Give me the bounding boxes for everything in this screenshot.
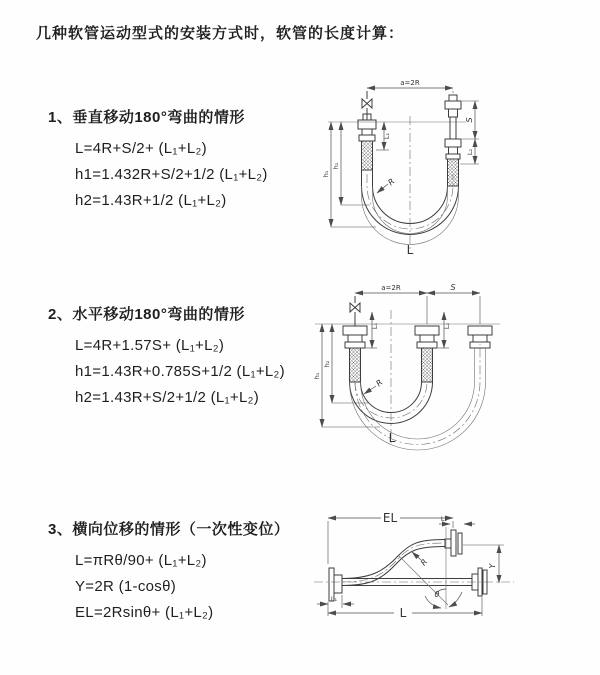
dim-label-l1: L₁ — [371, 322, 379, 330]
page-title: 几种软管运动型式的安装方式时，软管的长度计算： — [36, 25, 405, 42]
dim-label-h2: h₂ — [332, 162, 340, 170]
dim-label-h1: h₁ — [313, 372, 321, 380]
dim-a2r — [355, 284, 427, 293]
angle-theta — [398, 527, 462, 609]
dim-label-el: EL — [382, 511, 398, 525]
formula-line: EL=2Rsinθ+ (L₁+L₂) — [75, 604, 214, 621]
dim-l2 — [460, 139, 479, 164]
dim-label-h1: h₁ — [322, 170, 330, 178]
dim-s — [427, 283, 480, 324]
dim-l — [328, 597, 482, 620]
dim-label-l1: L₁ — [330, 595, 338, 603]
formula-line: h2=1.43R+S/2+1/2 (L₁+L₂) — [75, 389, 260, 406]
dim-el — [328, 511, 453, 564]
dim-label-l2: L₂ — [466, 148, 474, 156]
dim-label-r: R — [374, 377, 385, 389]
hose-curves — [350, 344, 486, 450]
formula-line: h2=1.43R+1/2 (L₁+L₂) — [75, 192, 227, 209]
flange-upper-right — [445, 530, 462, 556]
formula-line: L=πRθ/90+ (L₁+L₂) — [75, 552, 207, 569]
formula-line: h1=1.432R+S/2+1/2 (L₁+L₂) — [75, 166, 268, 183]
section-heading: 1、垂直移动180°弯曲的情形 — [48, 109, 245, 126]
section-vertical-movement — [48, 106, 268, 214]
dim-label-s: S — [465, 117, 474, 123]
hose-fitting-left — [343, 326, 367, 382]
dim-label-r: R — [418, 557, 430, 568]
section-horizontal-movement — [48, 303, 285, 411]
dim-l1 — [376, 122, 391, 150]
hose-fitting-right — [445, 95, 461, 186]
dim-label-l: L — [388, 431, 396, 445]
diagram-horizontal-180-bend — [308, 282, 600, 454]
section-heading: 3、横向位移的情形（一次性变位） — [48, 521, 290, 538]
dim-s — [462, 101, 479, 139]
dim-label-l2: L₂ — [440, 515, 448, 523]
radius-label — [364, 378, 384, 394]
dim-l2 — [438, 312, 451, 348]
radius-label — [377, 177, 396, 193]
formula-line: L=4R+S/2+ (L₁+L₂) — [75, 140, 207, 157]
dim-label-r: R — [386, 176, 397, 188]
hose-fitting-middle — [415, 326, 439, 382]
formula-line: L=4R+1.57S+ (L₁+L₂) — [75, 337, 225, 354]
dim-label-l1: L₁ — [383, 132, 391, 140]
dim-label-l2: L₂ — [443, 322, 451, 330]
formula-line: h1=1.43R+0.785S+1/2 (L₁+L₂) — [75, 363, 285, 380]
dim-label-a2r: a=2R — [381, 284, 401, 292]
dim-label-l: L — [406, 243, 414, 257]
dim-label-a2r: a=2R — [400, 79, 420, 87]
dim-label-y: Y — [488, 563, 497, 569]
dim-a2r — [367, 79, 453, 93]
diagram-lateral-displacement — [300, 496, 600, 656]
dim-label-s: S — [450, 283, 456, 292]
hose-fitting-left — [358, 114, 376, 170]
dim-label-theta: θ — [434, 590, 440, 599]
dim-label-l: L — [399, 606, 407, 620]
radius-label — [412, 552, 429, 567]
hose-straight — [314, 579, 514, 586]
section-heading: 2、水平移动180°弯曲的情形 — [48, 306, 245, 323]
dim-label-h2: h₂ — [323, 360, 331, 368]
section-lateral-displacement — [48, 518, 289, 626]
dim-l2 — [439, 515, 475, 524]
valve-icon — [350, 296, 360, 326]
diagram-vertical-180-bend — [312, 74, 594, 264]
dim-l1 — [317, 595, 354, 608]
formula-line: Y=2R (1-cosθ) — [75, 578, 177, 595]
